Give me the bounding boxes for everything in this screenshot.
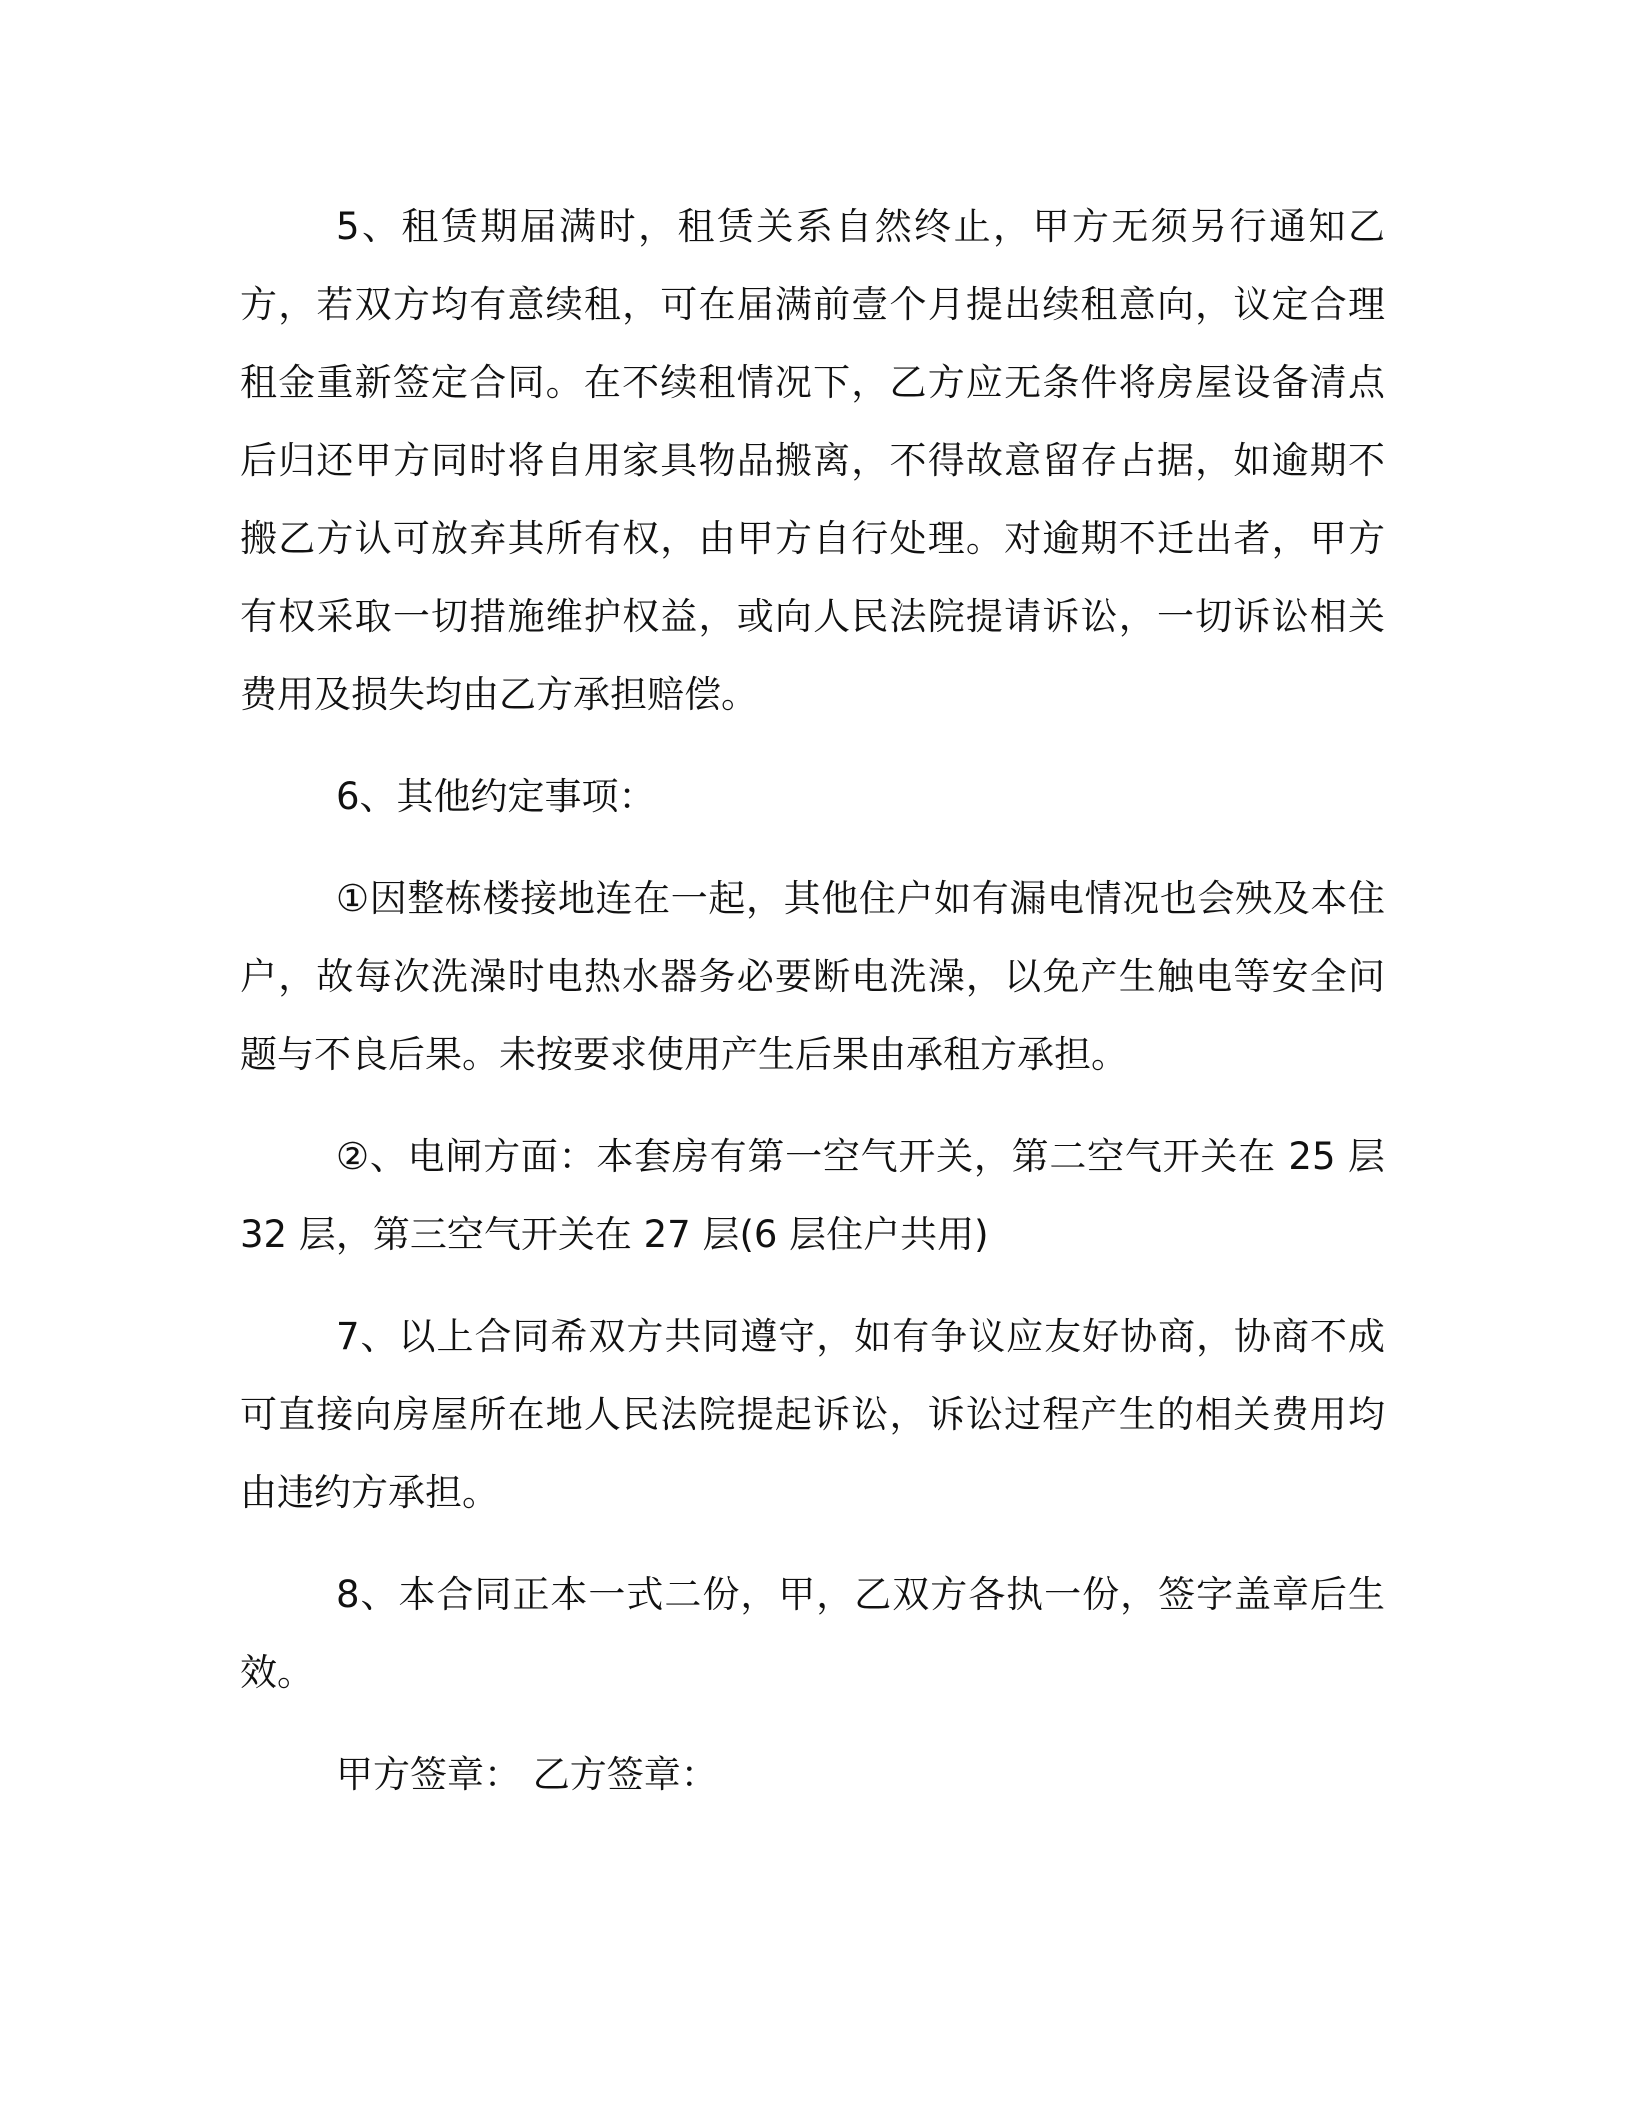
clause-8-paragraph: 8、本合同正本一式二份，甲，乙双方各执一份，签字盖章后生效。 xyxy=(240,1573,1385,1694)
clause-7-paragraph: 7、以上合同希双方共同遵守，如有争议应友好协商，协商不成可直接向房屋所在地人民法院提起诉讼，诉讼过程产生的相关费用均由违约方承担。 xyxy=(240,1315,1385,1514)
document-body xyxy=(240,188,1385,1814)
clause-5-paragraph: 5、租赁期届满时，租赁关系自然终止，甲方无须另行通知乙方，若双方均有意续租，可在届满前壹个月提出续租意向，议定合理租金重新签定合同。在不续租情况下，乙方应无条件将房屋设备清点后归还甲方同时将自用家具物品搬离，不得故意留存占据，如逾期不搬乙方认可放弃其所有权，由甲方自行处理。对逾期不迁出者，甲方有权采取一切措施维护权益，或向人民法院提请诉讼，一切诉讼相关费用及损失均由乙方承担赔偿。 xyxy=(240,205,1385,716)
clause-6-item-2: ②、电闸方面：本套房有第一空气开关，第二空气开关在 25 层 32 层，第三空气开关在 27 层(6 层住户共用) xyxy=(240,1135,1385,1256)
clause-6-heading: 6、其他约定事项： xyxy=(336,775,656,818)
clause-6-item-1: ①因整栋楼接地连在一起，其他住户如有漏电情况也会殃及本住户，故每次洗澡时电热水器务必要断电洗澡，以免产生触电等安全问题与不良后果。未按要求使用产生后果由承租方承担。 xyxy=(240,877,1385,1076)
signature-line: 甲方签章： 乙方签章： xyxy=(336,1753,718,1796)
